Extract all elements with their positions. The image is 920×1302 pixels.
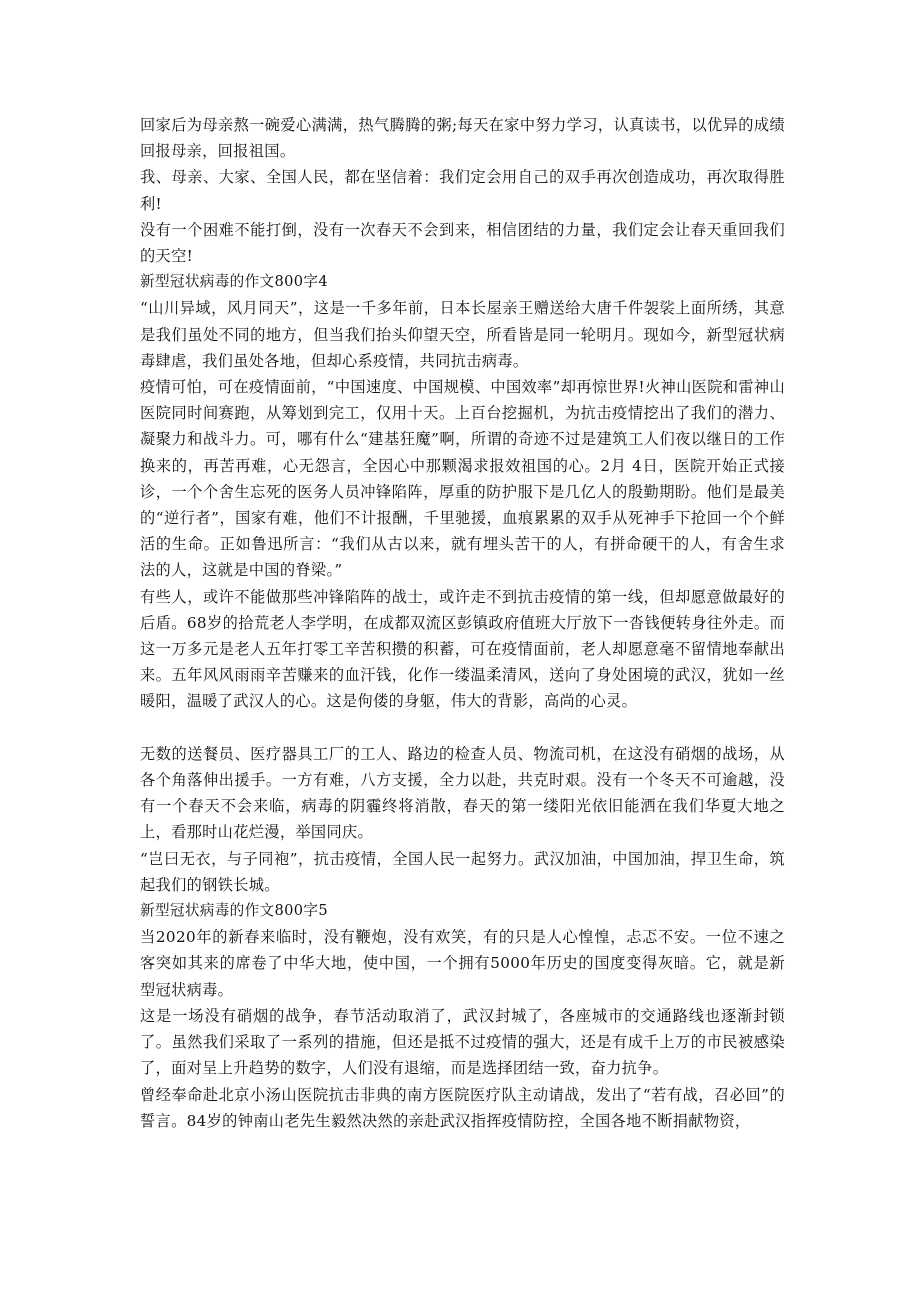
document-body [140,112,785,1134]
paragraph-7: 无数的送餐员、医疗器具工厂的工人、路边的检查人员、物流司机，在这没有硝烟的战场，从各个角落伸出援手。一方有难，八方支援，全力以赴，共克时艰。没有一个冬天不可逾越，没有一个春天不会来临，病毒的阴霾终将消散，春天的第一缕阳光依旧能洒在我们华夏大地之上，看那时山花烂漫，举国同庆。 [140,744,785,842]
paragraph-2: 我、母亲、大家、全国人民，都在坚信着：我们定会用自己的双手再次创造成功，再次取得胜利! [140,168,785,213]
paragraph-9: 当2020年的新春来临时，没有鞭炮，没有欢笑，有的只是人心惶惶，忐忑不安。一位不速之客突如其来的席卷了中华大地，使中国，一个拥有5000年历史的国度变得灰暗。它，就是新型冠状病毒。 [140,928,785,999]
blank-line [140,715,785,741]
paragraph-4: “山川异域，风月同天”，这是一千多年前，日本长屋亲王赠送给大唐千件袈裟上面所绣，其意是我们虽处不同的地方，但当我们抬头仰望天空，所看皆是同一轮明月。现如今，新型冠状病毒肆虐，我们虽处各地，但却心系疫情，共同抗击病毒。 [140,299,785,370]
paragraph-3: 没有一个困难不能打倒，没有一次春天不会到来，相信团结的力量，我们定会让春天重回我们的天空! [140,220,785,266]
paragraph-10: 这是一场没有硝烟的战争，春节活动取消了，武汉封城了，各座城市的交通路线也逐渐封锁了。虽然我们采取了一系列的措施，但还是抵不过疫情的强大，还是有成千上万的市民被感染了，面对呈上升趋势的数字，人们没有退缩，而是选择团结一致，奋力抗争。 [140,1006,785,1078]
section-heading-4: 新型冠状病毒的作文800字4 [140,273,328,291]
paragraph-6: 有些人，或许不能做那些冲锋陷阵的战士，或许走不到抗击疫情的第一线，但却愿意做最好的后盾。68岁的拾荒老人李学明，在成都双流区彭镇政府值班大厅放下一沓钱便转身往外走。而这一万多元是老人五年打零工辛苦积攒的积蓄，可在疫情面前，老人却愿意毫不留情地奉献出来。五年风风雨雨辛苦赚来的血汗钱，化作一缕温柔清风，送向了身处困境的武汉，犹如一丝暖阳，温暖了武汉人的心。这是佝偻的身躯，伟大的背影，高尚的心灵。 [140,587,785,711]
paragraph-8: “岂曰无衣，与子同袍”，抗击疫情，全国人民一起努力。武汉加油，中国加油，捍卫生命，筑起我们的钢铁长城。 [140,849,785,894]
paragraph-5: 疫情可怕，可在疫情面前，“中国速度、中国规模、中国效率”却再惊世界!火神山医院和雷神山医院同时间赛跑，从筹划到完工，仅用十天。上百台挖掘机，为抗击疫情挖出了我们的潜力、凝聚力和战斗力。可，哪有什么“建基狂魔”啊，所谓的奇迹不过是建筑工人们夜以继日的工作换来的，再苦再难，心无怨言，全因心中那颗渴求报效祖国的心。2月 4日，医院开始正式接诊，一个个舍生忘死的医务人员冲锋陷阵，厚重的防护服下是几亿人的殷勤期盼。他们是最美的“逆行者”，国家有难，他们不计报酬，千里驰援，血痕累累的双手从死神手下抢回一个个鲜活的生命。正如鲁迅所言：“我们从古以来，就有埋头苦干的人，有拼命硬干的人，有舍生求法的人，这就是中国的脊梁。” [140,378,785,580]
paragraph-1: 回家后为母亲熬一碗爱心满满，热气腾腾的粥;每天在家中努力学习，认真读书，以优异的成绩回报母亲，回报祖国。 [140,116,785,161]
paragraph-11: 曾经奉命赴北京小汤山医院抗击非典的南方医院医疗队主动请战，发出了“若有战，召必回”的誓言。84岁的钟南山老先生毅然决然的亲赴武汉指挥疫情防控，全国各地不断捐献物资， [140,1085,785,1130]
section-heading-5: 新型冠状病毒的作文800字5 [140,902,328,920]
